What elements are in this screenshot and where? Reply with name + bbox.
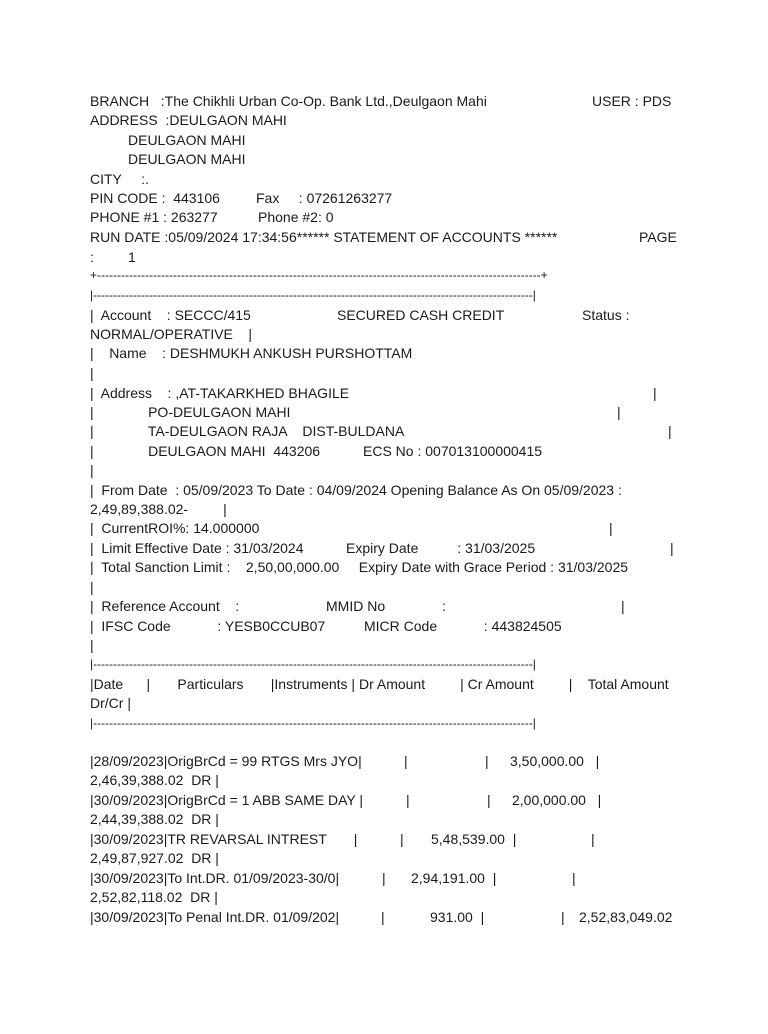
- opening-balance: 2,49,89,388.02- |: [90, 501, 227, 517]
- ifsc-line: [90, 617, 562, 635]
- address-line-2: DEULGAON MAHI: [128, 132, 246, 148]
- roi-line: [90, 519, 613, 537]
- fax-number: Fax : 07261263277: [256, 190, 393, 206]
- limit-effective-date: | Limit Effective Date : 31/03/2024: [90, 540, 304, 556]
- customer-address-1: [90, 384, 657, 402]
- row-dr-amount: 5,48,539.00 |: [431, 831, 517, 847]
- account-number: | Account : SECCC/415: [90, 307, 251, 323]
- city-line: CITY :.: [90, 171, 149, 187]
- run-date-line: [90, 228, 677, 246]
- row-total: 2,46,39,388.02 DR |: [90, 772, 219, 788]
- page-colon: :: [90, 249, 94, 265]
- user-text: USER : PDS: [592, 93, 672, 109]
- status-label: Status :: [582, 307, 630, 323]
- table-row: [90, 830, 595, 848]
- ecs-number: ECS No : 007013100000415: [363, 443, 543, 459]
- row-date-particulars: |30/09/2023|To Penal Int.DR. 01/09/202|: [90, 909, 340, 925]
- branch-line: [90, 92, 672, 110]
- reference-account: | Reference Account :: [90, 598, 240, 614]
- top-rule: +---------------------------------------------------------------------------------------------------------------+: [90, 268, 548, 282]
- account-line: [90, 306, 630, 324]
- inner-rule-3: |--------------------------------------------------------------------------------------------------------------|: [90, 716, 536, 730]
- row-dr-amount: 931.00 |: [430, 909, 485, 925]
- row-instruments: |: [404, 753, 408, 769]
- row-date-particulars: |28/09/2023|OrigBrCd = 99 RTGS Mrs JYO|: [90, 753, 362, 769]
- row-cr-amount: |: [572, 870, 576, 886]
- address-text-4: | DEULGAON MAHI 443206: [90, 443, 321, 459]
- status-value: NORMAL/OPERATIVE |: [90, 326, 253, 342]
- run-date-title: RUN DATE :05/09/2024 17:34:56****** STATEMENT OF ACCOUNTS ******: [90, 229, 558, 245]
- pin-fax-line: [90, 189, 393, 207]
- table-row: [90, 752, 600, 770]
- customer-address-3: [90, 422, 672, 440]
- row-total-amount: 2,52,83,049.02: [579, 909, 673, 925]
- account-type: SECURED CASH CREDIT: [337, 307, 505, 323]
- pipe-line-4: |: [90, 637, 94, 653]
- limit-date-line: [90, 539, 674, 557]
- micr-code: MICR Code : 443824505: [364, 618, 562, 634]
- pin-code: PIN CODE : 443106: [90, 190, 220, 206]
- expiry-date: Expiry Date : 31/03/2025: [346, 540, 536, 556]
- customer-address-2: [90, 403, 621, 421]
- from-date-line: | From Date : 05/09/2023 To Date : 04/09/2024 Opening Balance As On 05/09/2023 :: [90, 482, 622, 498]
- address-line-1: ADDRESS :DEULGAON MAHI: [90, 112, 287, 128]
- row-cr-amount: |: [591, 831, 595, 847]
- pipe-line-3: |: [90, 579, 94, 595]
- row-instruments: |: [406, 792, 410, 808]
- inner-rule-2: |--------------------------------------------------------------------------------------------------------------|: [90, 657, 536, 671]
- inner-rule-1: |--------------------------------------------------------------------------------------------------------------|: [90, 288, 536, 302]
- branch-text: BRANCH :The Chikhli Urban Co-Op. Bank Ltd.,Deulgaon Mahi: [90, 93, 487, 109]
- table-row: [90, 908, 673, 926]
- address-text-2: | PO-DEULGAON MAHI: [90, 404, 291, 420]
- table-header: |Date | Particulars |Instruments | Dr Amount | Cr Amount | Total Amount: [90, 676, 669, 692]
- right-pipe-5: |: [670, 540, 674, 556]
- row-cr-amount: 2,00,000.00 |: [512, 792, 602, 808]
- table-header-drcr: Dr/Cr |: [90, 695, 131, 711]
- row-dr-amount: |: [487, 792, 491, 808]
- row-total: 2,52,82,118.02 DR |: [90, 889, 218, 905]
- pipe-line-2: |: [90, 462, 94, 478]
- row-total: 2,44,39,388.02 DR |: [90, 811, 219, 827]
- table-row: [90, 869, 576, 887]
- current-roi: | CurrentROI%: 14.000000: [90, 520, 260, 536]
- right-pipe-4: |: [609, 520, 613, 536]
- row-dr-amount: 2,94,191.00 |: [411, 870, 497, 886]
- right-pipe-3: |: [668, 423, 672, 439]
- phone-2: Phone #2: 0: [258, 209, 334, 225]
- phone-line: [90, 208, 334, 226]
- address-line-3: DEULGAON MAHI: [128, 151, 246, 167]
- row-total: 2,49,87,927.02 DR |: [90, 850, 219, 866]
- row-instruments: |: [381, 909, 385, 925]
- address-text-1: | Address : ,AT-TAKARKHED BHAGILE: [90, 385, 350, 401]
- row-cr-amount: |: [561, 909, 565, 925]
- customer-name: | Name : DESHMUKH ANKUSH PURSHOTTAM: [90, 345, 413, 361]
- row-instruments: |: [382, 870, 386, 886]
- right-pipe-2: |: [617, 404, 621, 420]
- right-pipe-1: |: [653, 385, 657, 401]
- address-text-3: | TA-DEULGAON RAJA DIST-BULDANA: [90, 423, 405, 439]
- phone-1: PHONE #1 : 263277: [90, 209, 218, 225]
- row-cr-amount: 3,50,000.00 |: [510, 753, 600, 769]
- page-number: 1: [128, 249, 136, 265]
- sanction-limit-line: | Total Sanction Limit : 2,50,00,000.00 Expiry Date with Grace Period : 31/03/2025: [90, 559, 629, 575]
- customer-address-4: [90, 442, 543, 460]
- right-pipe-6: |: [621, 598, 625, 614]
- row-date-particulars: |30/09/2023|TR REVARSAL INTREST |: [90, 831, 358, 847]
- mmid-label: MMID No: [326, 598, 386, 614]
- row-date-particulars: |30/09/2023|To Int.DR. 01/09/2023-30/0|: [90, 870, 340, 886]
- row-instruments: |: [400, 831, 404, 847]
- row-date-particulars: |30/09/2023|OrigBrCd = 1 ABB SAME DAY |: [90, 792, 364, 808]
- reference-line: [90, 597, 625, 615]
- table-row: [90, 791, 602, 809]
- page-label: PAGE: [639, 229, 677, 245]
- page-number-line: [90, 248, 136, 266]
- pipe-line-1: |: [90, 365, 94, 381]
- mmid-colon: :: [442, 598, 446, 614]
- row-dr-amount: |: [485, 753, 489, 769]
- ifsc-code: | IFSC Code : YESB0CCUB07: [90, 618, 326, 634]
